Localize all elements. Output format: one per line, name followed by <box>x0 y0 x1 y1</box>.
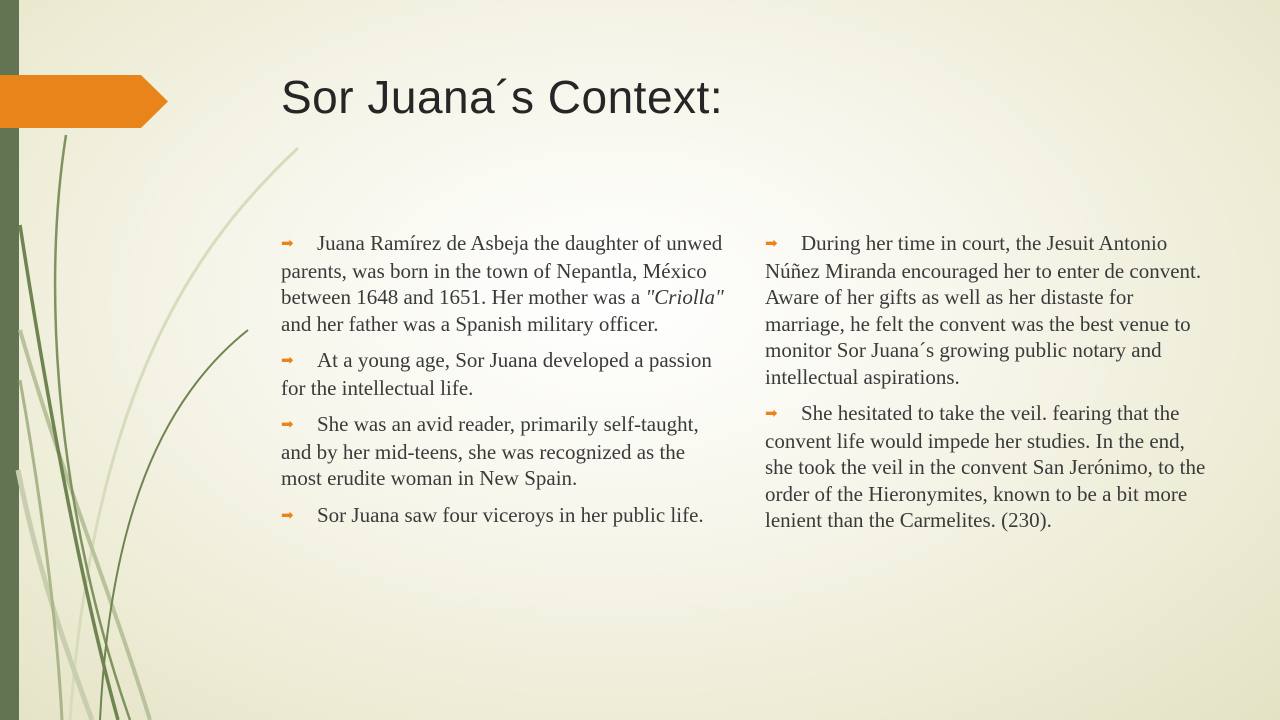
left-text-column <box>281 230 731 539</box>
orange-arrow-icon <box>0 75 168 128</box>
bullet-item: ➡ She hesitated to take the veil. fearing that the convent life would impede her studies. In the end, she took the veil in the convent San Jerónimo, to the order of the Hieronymites, known to be a bit more lenient than the Carmelites. (230). <box>765 401 1206 532</box>
arrow-bullet-icon: ➡ <box>765 236 778 252</box>
arrow-bullet-icon: ➡ <box>765 406 778 422</box>
arrow-bullet-icon: ➡ <box>281 353 294 369</box>
arrow-bullet-icon: ➡ <box>281 417 294 433</box>
bullet-item: ➡ During her time in court, the Jesuit Antonio Núñez Miranda encouraged her to enter de convent. Aware of her gifts as well as her distaste for marriage, he felt the convent was the best venue to monitor Sor Juana´s growing public notary and intellectual aspirations. <box>765 231 1202 389</box>
bullet-item: ➡ Sor Juana saw four viceroys in her public life. <box>281 502 731 530</box>
right-text-column <box>765 230 1210 544</box>
arrow-bullet-icon: ➡ <box>281 507 294 524</box>
bullet-item: ➡ She was an avid reader, primarily self-taught, and by her mid-teens, she was recognized as the most erudite woman in New Spain. <box>281 412 699 490</box>
slide-title: Sor Juana´s Context: <box>281 71 724 123</box>
bullet-item: ➡ Juana Ramírez de Asbeja the daughter of unwed parents, was born in the town of Nepantla, México between 1648 and 1651. Her mother was a "Criolla" and her father was a Spanish military officer. <box>281 231 724 336</box>
bullet-item: ➡ At a young age, Sor Juana developed a passion for the intellectual life. <box>281 348 712 400</box>
arrow-bullet-icon: ➡ <box>281 236 294 252</box>
